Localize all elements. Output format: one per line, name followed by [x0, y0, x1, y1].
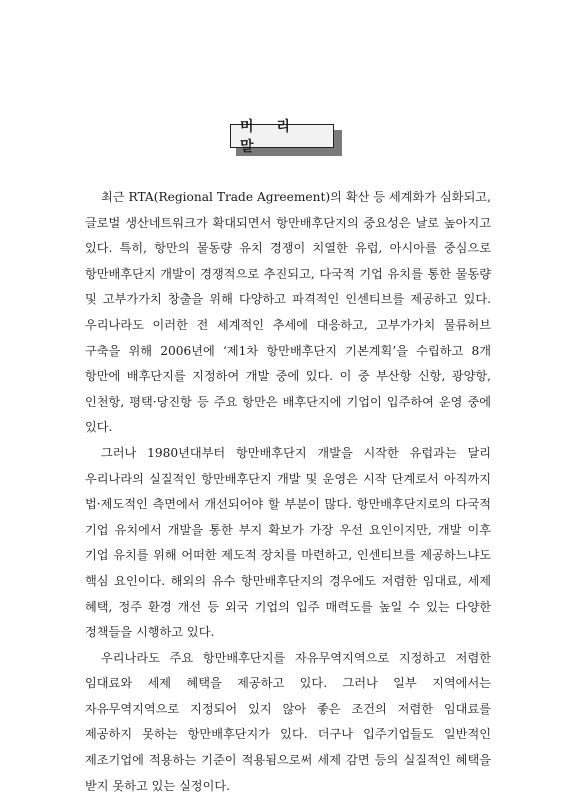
page-title: 머 리 말	[230, 124, 334, 148]
body-text	[85, 185, 491, 799]
paragraph-2: 그러나 1980년대부터 항만배후단지 개발을 시작한 유럽과는 달리 우리나라의 실질적인 항만배후단지 개발 및 운영은 시작 단계로서 아직까지 법·제도적인 측면에서 개선되어야 할 부분이 많다. 항만배후단지로의 다국적 기업 유치에서 개발을 통한 부지 확보가 가장 우선 요인이지만, 개발 이후 기업 유치를 위해 어떠한 제도적 장치를 마련하고, 인센티브를 제공하느냐도 핵심 요인이다. 해외의 유수 항만배후단지의 경우에도 저렴한 임대료, 세제 혜택, 정주 환경 개선 등 외국 기업의 입주 매력도를 높일 수 있는 다양한 정책들을 시행하고 있다.	[85, 445, 491, 640]
paragraph-1: 최근 RTA(Regional Trade Agreement)의 확산 등 세계화가 심화되고, 글로벌 생산네트워크가 확대되면서 항만배후단지의 중요성은 날로 높아지고 있다. 특히, 항만의 물동량 유치 경쟁이 치열한 유럽, 아시아를 중심으로 항만배후단지 개발이 경쟁적으로 추진되고, 다국적 기업 유치를 통한 물동량 및 고부가가치 창출을 위해 다양하고 파격적인 인센티브를 제공하고 있다. 우리나라도 이러한 전 세계적인 추세에 대응하고, 고부가가치 물류허브 구축을 위해 2006년에 ‘제1차 항만배후단지 기본계획’을 수립하고 8개 항만에 배후단지를 지정하여 개발 중에 있다. 이 중 부산항 신항, 광양항, 인천항, 평택·당진항 등 주요 항만은 배후단지에 기업이 입주하여 운영 중에 있다.	[85, 190, 491, 435]
title-box	[230, 119, 342, 156]
paragraph-3: 우리나라도 주요 항만배후단지를 자유무역지역으로 지정하고 저렴한 임대료와 세제 혜택을 제공하고 있다. 그러나 일부 지역에서는 자유무역지역으로 지정되어 있지 않아 좋은 조건의 저렴한 임대료를 제공하지 못하는 항만배후단지가 있다. 더구나 입주기업들도 일반적인 제조기업에 적용하는 기준이 적용됨으로써 세제 감면 등의 실질적인 혜택을 받지 못하고 있는 실정이다.	[85, 650, 491, 793]
